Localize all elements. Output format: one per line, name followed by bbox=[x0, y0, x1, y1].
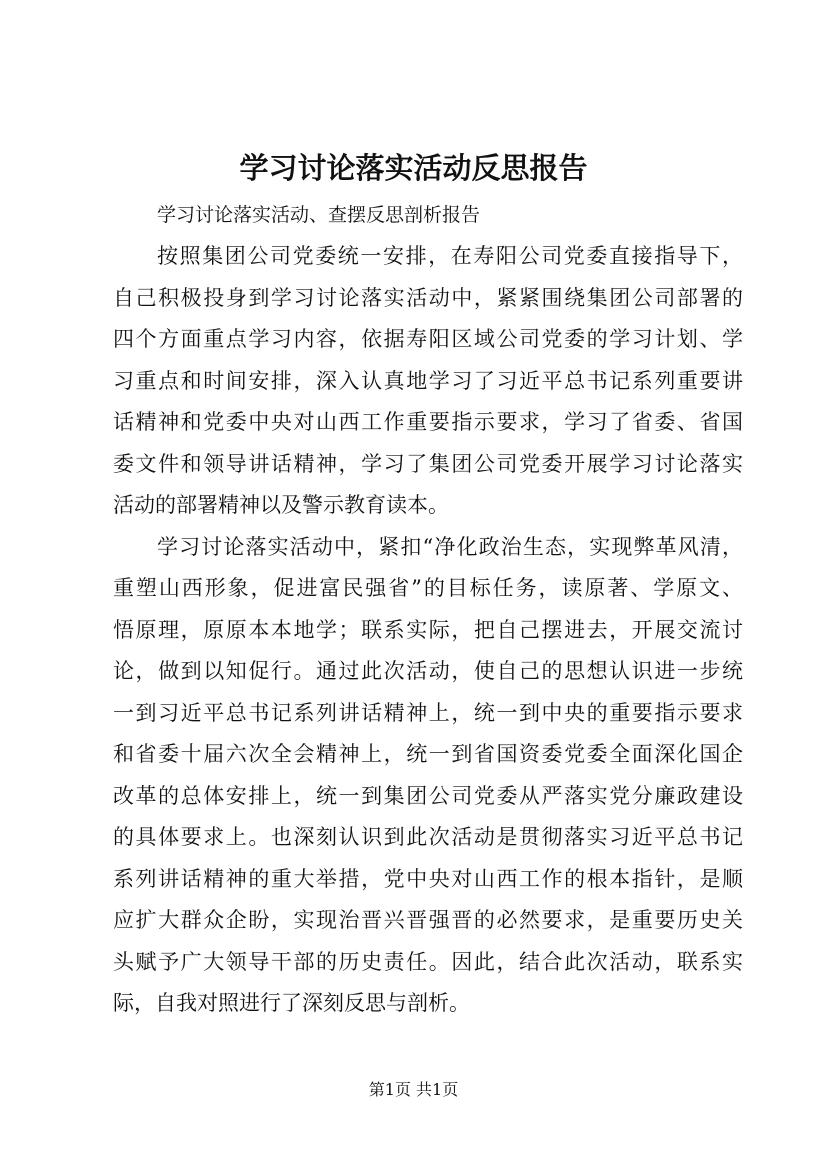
paragraph-2-line-8: 的具体要求上。也深刻认识到此次活动是贯彻落实习近平总书记 bbox=[113, 825, 743, 849]
paragraph-1-line-7: 活动的部署精神以及警示教育读本。 bbox=[113, 493, 449, 517]
paragraph-2-line-1: 学习讨论落实活动中，紧扣“净化政治生态，实现弊革风清， bbox=[157, 535, 743, 559]
document-subtitle: 学习讨论落实活动、查摆反思剖析报告 bbox=[157, 204, 481, 226]
page-footer: 第1页 共1页 bbox=[368, 1080, 459, 1099]
paragraph-2-line-2: 重塑山西形象，促进富民强省”的目标任务，读原著、学原文、 bbox=[113, 576, 743, 600]
document-title: 学习讨论落实活动反思报告 bbox=[239, 151, 588, 185]
paragraph-2-line-9: 系列讲话精神的重大举措，党中央对山西工作的根本指针，是顺 bbox=[113, 867, 743, 891]
paragraph-2-line-6: 和省委十届六次全会精神上，统一到省国资委党委全面深化国企 bbox=[113, 742, 743, 766]
paragraph-1-line-5: 话精神和党委中央对山西工作重要指示要求，学习了省委、省国 bbox=[113, 410, 743, 434]
paragraph-1-line-6: 委文件和领导讲话精神，学习了集团公司党委开展学习讨论落实 bbox=[113, 452, 743, 476]
paragraph-2-line-12: 际，自我对照进行了深刻反思与剖析。 bbox=[113, 991, 470, 1015]
paragraph-1-line-2: 自己积极投身到学习讨论落实活动中，紧紧围绕集团公司部署的 bbox=[113, 286, 743, 310]
paragraph-2-line-4: 论，做到以知促行。通过此次活动，使自己的思想认识进一步统 bbox=[113, 659, 743, 683]
paragraph-2-line-7: 改革的总体安排上，统一到集团公司党委从严落实党分廉政建设 bbox=[113, 784, 743, 808]
paragraph-2-line-3: 悟原理，原原本本地学；联系实际，把自己摆进去，开展交流讨 bbox=[113, 618, 743, 642]
paragraph-2-line-10: 应扩大群众企盼，实现治晋兴晋强晋的必然要求，是重要历史关 bbox=[113, 908, 743, 932]
paragraph-1-line-1: 按照集团公司党委统一安排，在寿阳公司党委直接指导下， bbox=[157, 244, 743, 268]
paragraph-2-line-11: 头赋予广大领导干部的历史责任。因此，结合此次活动，联系实 bbox=[113, 950, 743, 974]
paragraph-1-line-3: 四个方面重点学习内容，依据寿阳区域公司党委的学习计划、学 bbox=[113, 327, 743, 351]
paragraph-1-line-4: 习重点和时间安排，深入认真地学习了习近平总书记系列重要讲 bbox=[113, 369, 743, 393]
paragraph-2-line-5: 一到习近平总书记系列讲话精神上，统一到中央的重要指示要求 bbox=[113, 701, 743, 725]
